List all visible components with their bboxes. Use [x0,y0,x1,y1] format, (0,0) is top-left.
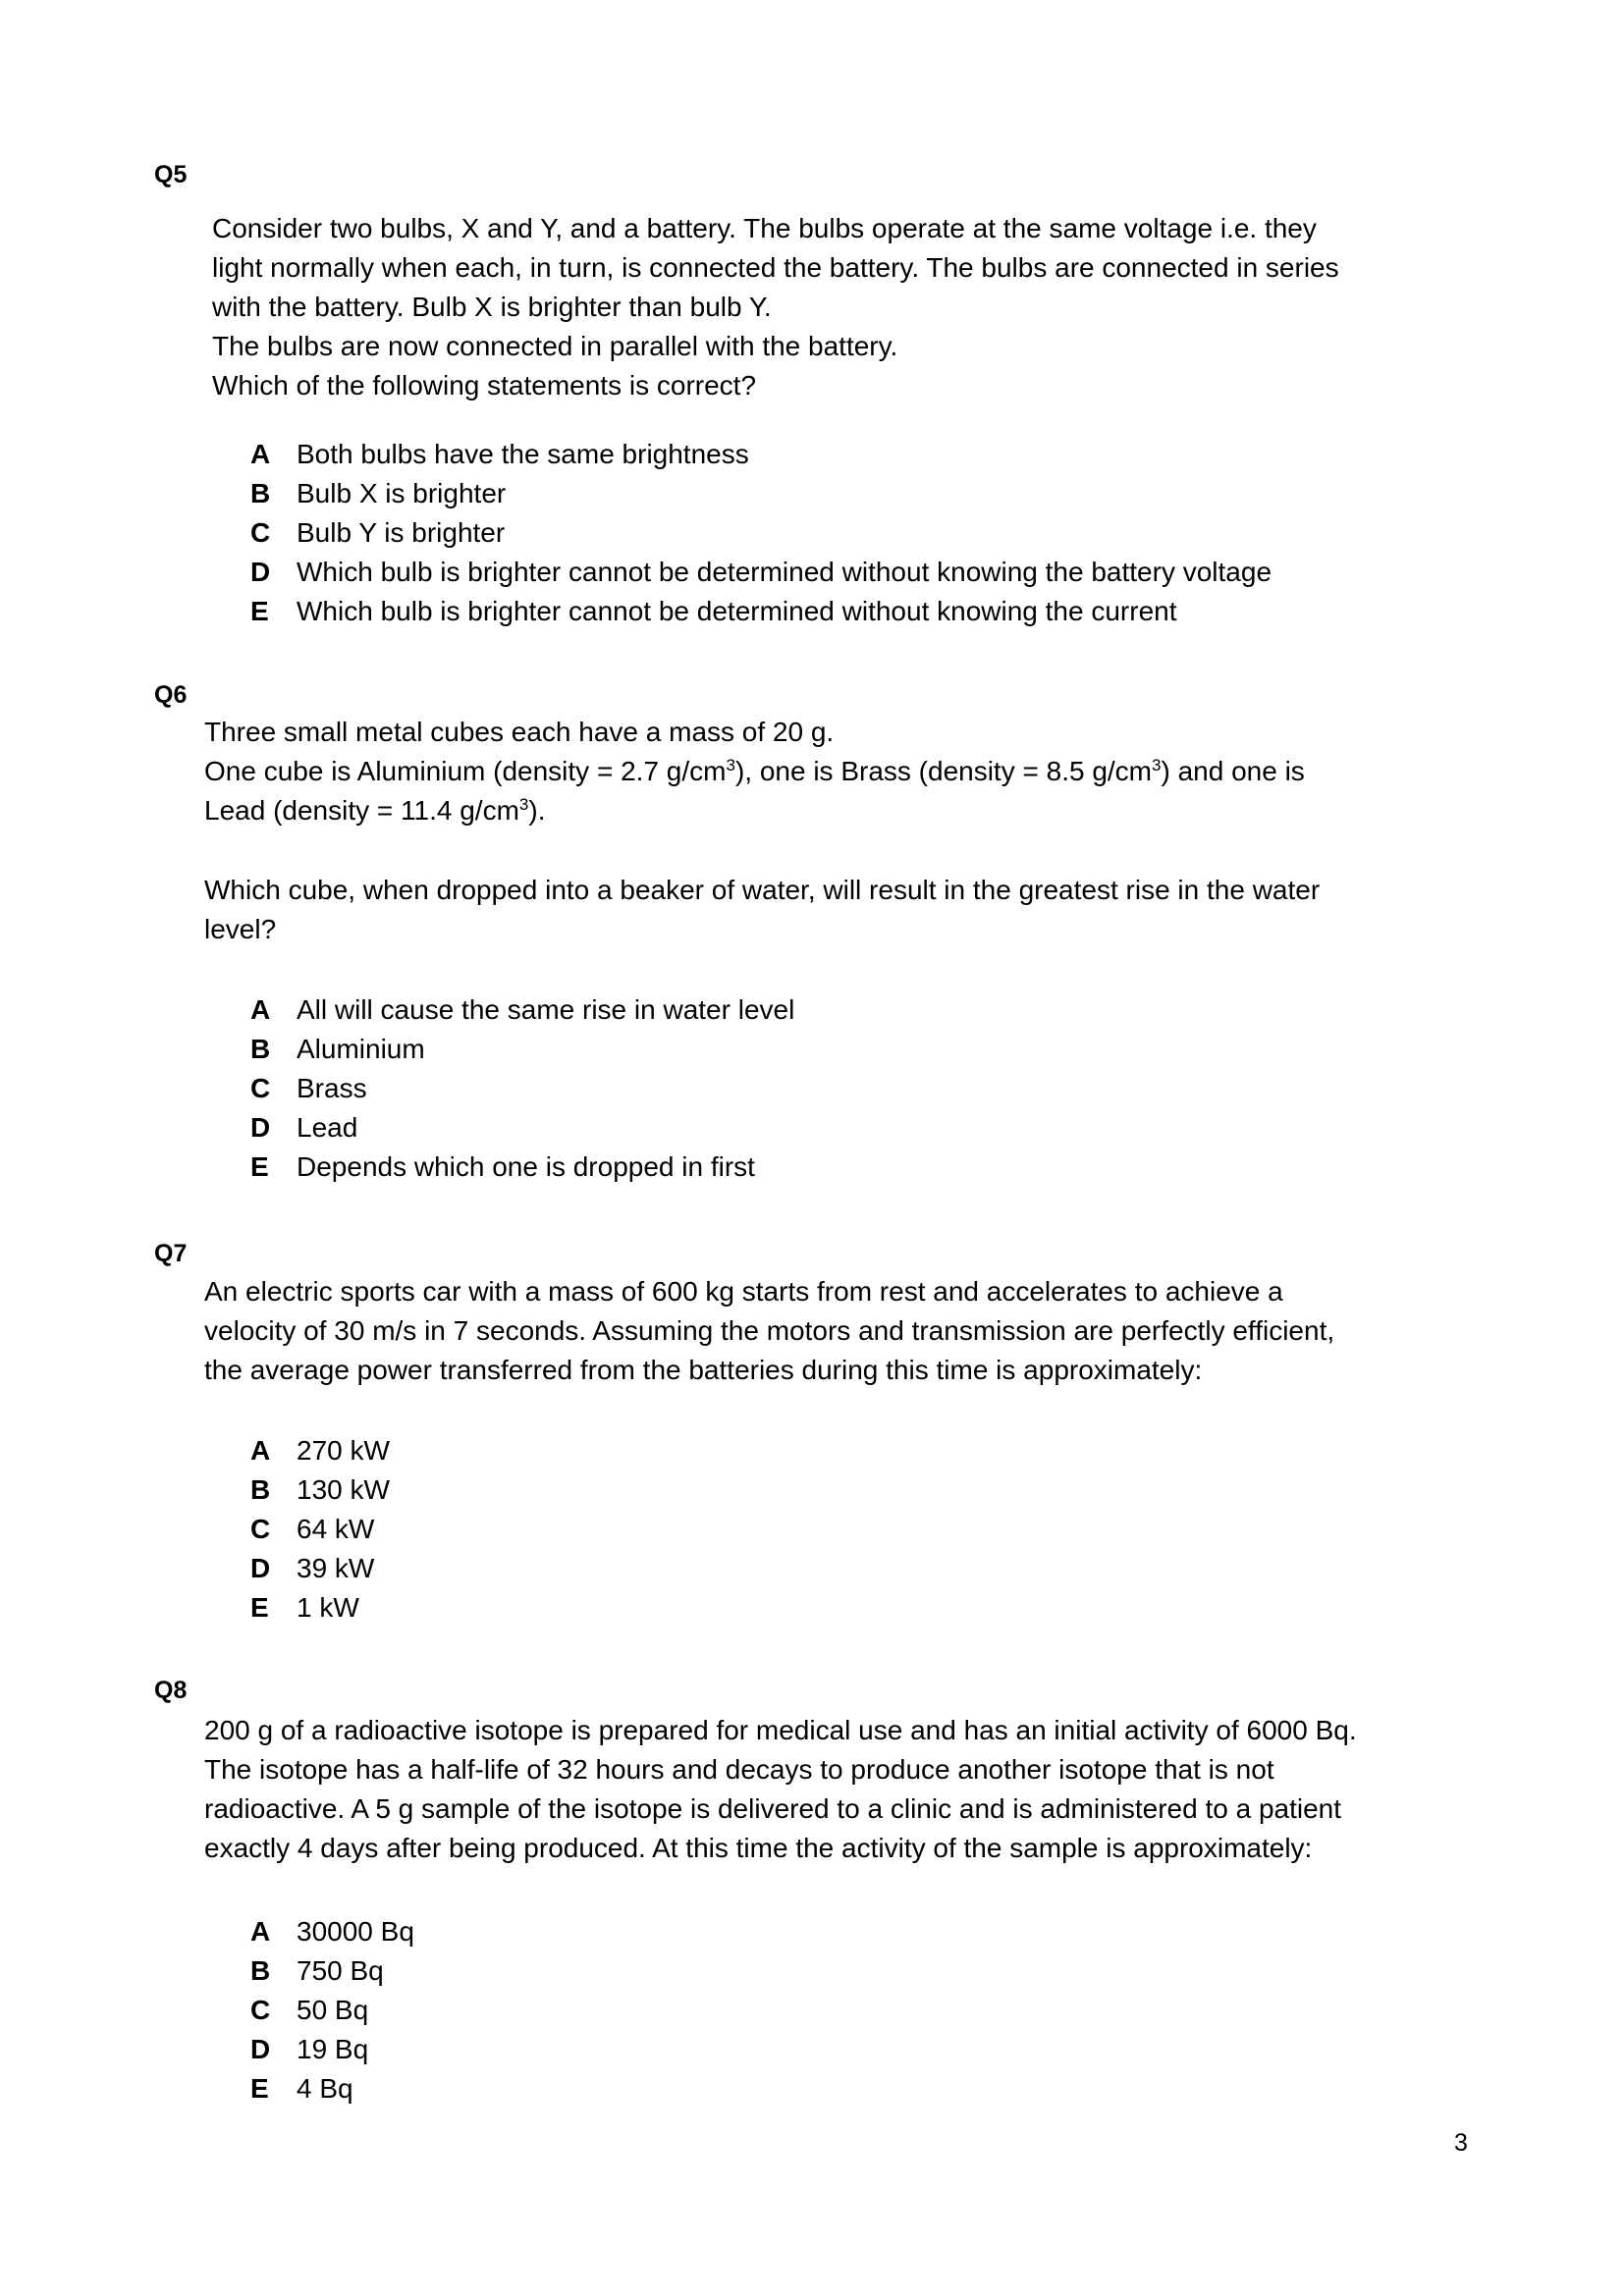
answer-option-c [250,513,505,553]
option-text: Bulb X is brighter [297,478,507,508]
question-text-line: with the battery. Bulb X is brighter than bulb Y. [212,292,772,322]
option-letter: E [250,596,269,626]
answer-option-d [250,1108,357,1148]
answer-option-b [250,474,506,513]
text-segment: ), one is Brass (density = 8.5 g/cm [734,756,1152,786]
answer-option-a [250,990,794,1030]
option-text: All will cause the same rise in water level [297,994,795,1025]
question-text-line: 200 g of a radioactive isotope is prepared for medical use and has an initial activity of 6000 Bq. [204,1715,1357,1745]
option-letter: C [250,1073,271,1103]
option-letter: E [250,1592,269,1623]
option-letter: B [250,478,271,508]
answer-option-b [250,1951,384,1991]
option-text: 1 kW [297,1592,359,1623]
option-letter: A [250,1435,271,1466]
answer-option-c [250,1069,367,1108]
question-text-line: radioactive. A 5 g sample of the isotope is delivered to a clinic and is administered to a patient [204,1793,1342,1824]
answer-option-c [250,1510,374,1549]
option-text: Bulb Y is brighter [297,517,506,548]
text-segment: One cube is Aluminium (density = 2.7 g/cm [204,756,727,786]
option-letter: C [250,1514,271,1544]
answer-option-c [250,1991,368,2030]
text-segment: ) and one is [1161,756,1305,786]
option-letter: C [250,1995,271,2025]
option-letter: C [250,517,271,548]
answer-option-e [250,1148,755,1187]
superscript: 3 [726,756,735,774]
answer-option-a [250,435,749,474]
option-text: Depends which one is dropped in first [297,1151,755,1182]
option-text: 130 kW [297,1474,390,1505]
question-text-line [204,791,545,830]
option-text: 64 kW [297,1514,375,1544]
option-text: 39 kW [297,1553,375,1583]
option-text: Which bulb is brighter cannot be determined without knowing the current [297,596,1177,626]
option-text: 30000 Bq [297,1916,414,1947]
question-text-line: Which of the following statements is correct? [212,370,757,400]
option-letter: B [250,1034,271,1064]
question-text-line: light normally when each, in turn, is connected the battery. The bulbs are connected in series [212,252,1339,283]
question-text-line: Consider two bulbs, X and Y, and a battery. The bulbs operate at the same voltage i.e. they [212,213,1317,243]
question-label-q8: Q8 [154,1677,188,1704]
answer-option-d [250,553,1272,592]
option-letter: A [250,439,271,469]
question-text-line: The bulbs are now connected in parallel with the battery. [212,331,898,361]
question-label-q5: Q5 [154,161,188,188]
option-text: Lead [297,1112,358,1143]
answer-option-a [250,1431,390,1470]
option-text: Both bulbs have the same brightness [297,439,749,469]
option-letter: D [250,557,271,587]
answer-option-d [250,1549,374,1588]
answer-option-b [250,1030,425,1069]
option-text: 19 Bq [297,2034,369,2064]
answer-option-e [250,592,1177,631]
question-text-line: level? [204,914,277,944]
option-letter: D [250,1553,271,1583]
option-text: 270 kW [297,1435,390,1466]
question-text-line: An electric sports car with a mass of 600 kg starts from rest and accelerates to achieve a [204,1276,1283,1307]
question-label-q6: Q6 [154,681,188,709]
question-text-line: Which cube, when dropped into a beaker of water, will result in the greatest rise in the water [204,875,1321,905]
option-text: 50 Bq [297,1995,369,2025]
question-text-line: The isotope has a half-life of 32 hours and decays to produce another isotope that is not [204,1754,1274,1785]
option-text: 4 Bq [297,2073,353,2104]
option-text: Aluminium [297,1034,425,1064]
answer-option-b [250,1470,390,1510]
question-label-q7: Q7 [154,1240,188,1267]
text-segment: Lead (density = 11.4 g/cm [204,795,519,826]
option-text: Brass [297,1073,367,1103]
superscript: 3 [518,795,529,814]
option-letter: A [250,1916,271,1947]
option-text: Which bulb is brighter cannot be determined without knowing the battery voltage [297,557,1272,587]
question-text-line: velocity of 30 m/s in 7 seconds. Assuming the motors and transmission are perfectly efficient, [204,1315,1335,1346]
question-text-line [204,752,1305,791]
page-number: 3 [1454,2129,1468,2157]
answer-option-a [250,1912,414,1951]
text-segment: ). [528,795,546,826]
option-letter: D [250,2034,271,2064]
option-text: 750 Bq [297,1955,384,1986]
answer-option-d [250,2030,368,2069]
answer-option-e [250,2069,353,2109]
superscript: 3 [1152,756,1162,774]
question-text-line: exactly 4 days after being produced. At this time the activity of the sample is approximately: [204,1833,1313,1863]
question-text-line: Three small metal cubes each have a mass of 20 g. [204,717,835,747]
option-letter: B [250,1955,271,1986]
option-letter: B [250,1474,271,1505]
question-text-line: the average power transferred from the batteries during this time is approximately: [204,1355,1203,1385]
answer-option-e [250,1588,359,1628]
option-letter: D [250,1112,271,1143]
option-letter: E [250,1151,269,1182]
option-letter: E [250,2073,269,2104]
option-letter: A [250,994,271,1025]
